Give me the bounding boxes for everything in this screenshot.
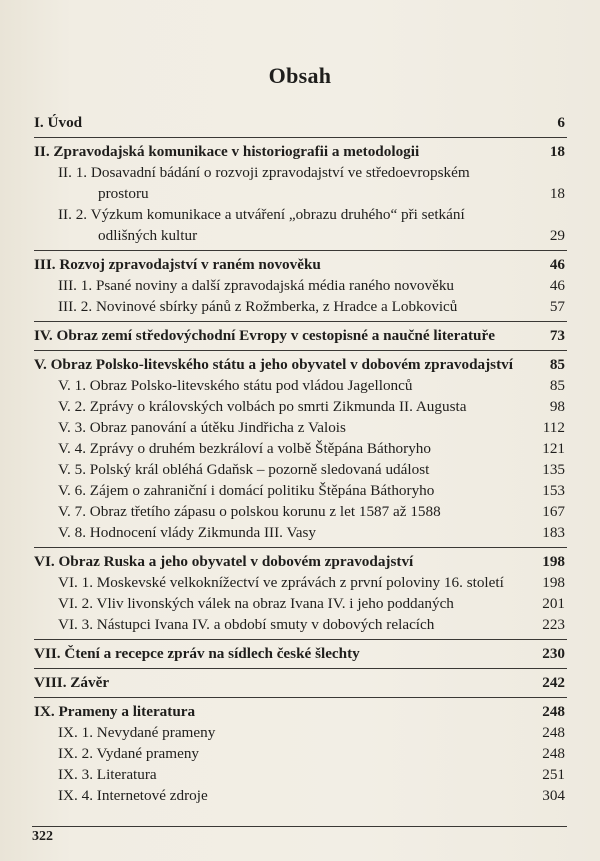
toc-entry-page: 18 bbox=[549, 185, 565, 202]
toc-chapter bbox=[34, 354, 567, 375]
toc-entry-label: VII. Čtení a recepce zpráv na sídlech české šlechty bbox=[34, 645, 360, 662]
toc-entry-label: IX. 1. Nevydané prameny bbox=[58, 724, 216, 741]
toc-entry-label: IX. 4. Internetové zdroje bbox=[58, 787, 208, 804]
toc-entry-label: II. 1. Dosavadní bádání o rozvoji zpravodajství ve středoevropském prostoru bbox=[58, 164, 470, 202]
toc-entry-label: V. 6. Zájem o zahraniční i domácí politiku Štěpána Báthoryho bbox=[58, 482, 435, 499]
toc-entry-page: 304 bbox=[542, 787, 565, 804]
toc-entry-page: 248 bbox=[542, 745, 565, 762]
toc-entry-page: 6 bbox=[557, 114, 565, 131]
page-title: Obsah bbox=[268, 63, 332, 88]
toc-entry-label: V. 4. Zprávy o druhém bezkráloví a volbě Štěpána Báthoryho bbox=[58, 440, 431, 457]
toc-entry-label: VIII. Závěr bbox=[34, 674, 110, 691]
toc-subchapter bbox=[34, 417, 567, 438]
page-number: 322 bbox=[32, 829, 53, 844]
toc-entry-page: 46 bbox=[549, 277, 565, 294]
toc-entry-label: III. 2. Novinové sbírky pánů z Rožmberka, z Hradce a Lobkoviců bbox=[58, 298, 458, 315]
toc-entry-label: III. Rozvoj zpravodajství v raném novověku bbox=[34, 256, 321, 273]
toc-subchapter bbox=[34, 396, 567, 417]
toc-subchapter bbox=[34, 522, 567, 543]
toc-entry-page: 18 bbox=[549, 143, 565, 160]
toc-entry-label: IV. Obraz zemí středovýchodní Evropy v cestopisné a naučné literatuře bbox=[34, 327, 495, 344]
toc-entry-label: V. 7. Obraz třetího zápasu o polskou korunu z let 1587 až 1588 bbox=[58, 503, 441, 520]
toc-subchapter bbox=[34, 764, 567, 785]
toc-entry-label: V. 1. Obraz Polsko-litevského státu pod vládou Jagellonců bbox=[58, 377, 413, 394]
toc-chapter bbox=[34, 643, 567, 664]
toc-subchapter bbox=[34, 275, 567, 296]
toc-entry-page: 73 bbox=[549, 327, 565, 344]
section-divider bbox=[34, 350, 567, 351]
toc-subchapter bbox=[34, 614, 567, 635]
section-divider bbox=[34, 137, 567, 138]
toc-subchapter bbox=[34, 785, 567, 806]
toc-entry-label: VI. 3. Nástupci Ivana IV. a období smuty v dobových relacích bbox=[58, 616, 435, 633]
toc-entry-label: I. Úvod bbox=[34, 114, 83, 131]
toc-chapter bbox=[34, 701, 567, 722]
toc-entry-label: IX. 3. Literatura bbox=[58, 766, 157, 783]
section-divider bbox=[34, 547, 567, 548]
section-divider bbox=[34, 668, 567, 669]
toc-chapter bbox=[34, 325, 567, 346]
toc-entry-page: 112 bbox=[542, 419, 565, 436]
toc-entry-page: 223 bbox=[542, 616, 565, 633]
toc-entry-page: 135 bbox=[542, 461, 565, 478]
toc-subchapter bbox=[34, 722, 567, 743]
toc-subchapter bbox=[34, 204, 567, 246]
toc-entry-page: 98 bbox=[549, 398, 565, 415]
toc-entry-label: II. Zpravodajská komunikace v historiografii a metodologii bbox=[34, 143, 420, 160]
toc-entry-label: V. 3. Obraz panování a útěku Jindřicha z Valois bbox=[58, 419, 346, 436]
toc-entry-label: VI. Obraz Ruska a jeho obyvatel v dobovém zpravodajství bbox=[34, 553, 414, 570]
section-divider bbox=[34, 250, 567, 251]
toc-entry-page: 46 bbox=[549, 256, 565, 273]
toc-subchapter bbox=[34, 459, 567, 480]
toc-entry-page: 121 bbox=[542, 440, 565, 457]
toc-entry-page: 183 bbox=[542, 524, 565, 541]
toc-entry-page: 230 bbox=[542, 645, 565, 662]
toc-chapter bbox=[34, 141, 567, 162]
toc-entry-page: 85 bbox=[549, 377, 565, 394]
toc-chapter bbox=[34, 254, 567, 275]
toc-entry-page: 201 bbox=[542, 595, 565, 612]
toc-entry-page: 248 bbox=[542, 724, 565, 741]
toc-entry-page: 167 bbox=[542, 503, 565, 520]
toc-entry-label: VI. 2. Vliv livonských válek na obraz Ivana IV. i jeho poddaných bbox=[58, 595, 454, 612]
toc-entry-label: V. 5. Polský král obléhá Gdaňsk – pozorně sledovaná událost bbox=[58, 461, 430, 478]
toc-entry-page: 248 bbox=[542, 703, 565, 720]
toc-subchapter bbox=[34, 438, 567, 459]
toc-subchapter bbox=[34, 501, 567, 522]
toc-entry-label: V. 2. Zprávy o královských volbách po smrti Zikmunda II. Augusta bbox=[58, 398, 467, 415]
toc-subchapter bbox=[34, 743, 567, 764]
toc-entry-label: V. Obraz Polsko-litevského státu a jeho obyvatel v dobovém zpravodajství bbox=[34, 356, 513, 373]
toc-chapter bbox=[34, 551, 567, 572]
toc-entry-label: II. 2. Výzkum komunikace a utváření „obrazu druhého“ při setkání odlišných kultur bbox=[58, 206, 465, 244]
toc-entry-page: 29 bbox=[549, 227, 565, 244]
toc-subchapter bbox=[34, 162, 567, 204]
toc-chapter bbox=[34, 672, 567, 693]
toc-subchapter bbox=[34, 572, 567, 593]
toc-chapter bbox=[34, 112, 567, 133]
toc-entry-label: V. 8. Hodnocení vlády Zikmunda III. Vasy bbox=[58, 524, 317, 541]
section-divider bbox=[34, 639, 567, 640]
toc-entry-page: 198 bbox=[542, 574, 565, 591]
section-divider bbox=[34, 321, 567, 322]
toc-subchapter bbox=[34, 593, 567, 614]
toc-entry-label: IX. Prameny a literatura bbox=[34, 703, 196, 720]
toc-entry-page: 198 bbox=[542, 553, 565, 570]
toc-entry-page: 57 bbox=[549, 298, 565, 315]
toc-subchapter bbox=[34, 375, 567, 396]
toc-subchapter bbox=[34, 480, 567, 501]
table-of-contents bbox=[34, 112, 567, 806]
footer-divider bbox=[32, 826, 567, 827]
section-divider bbox=[34, 697, 567, 698]
toc-entry-label: III. 1. Psané noviny a další zpravodajská média raného novověku bbox=[58, 277, 455, 294]
toc-entry-page: 85 bbox=[549, 356, 565, 373]
toc-entry-label: IX. 2. Vydané prameny bbox=[58, 745, 200, 762]
toc-entry-page: 242 bbox=[542, 674, 565, 691]
toc-entry-label: VI. 1. Moskevské velkoknížectví ve zprávách z první poloviny 16. století bbox=[58, 574, 504, 591]
toc-entry-page: 251 bbox=[542, 766, 565, 783]
toc-subchapter bbox=[34, 296, 567, 317]
toc-entry-page: 153 bbox=[542, 482, 565, 499]
